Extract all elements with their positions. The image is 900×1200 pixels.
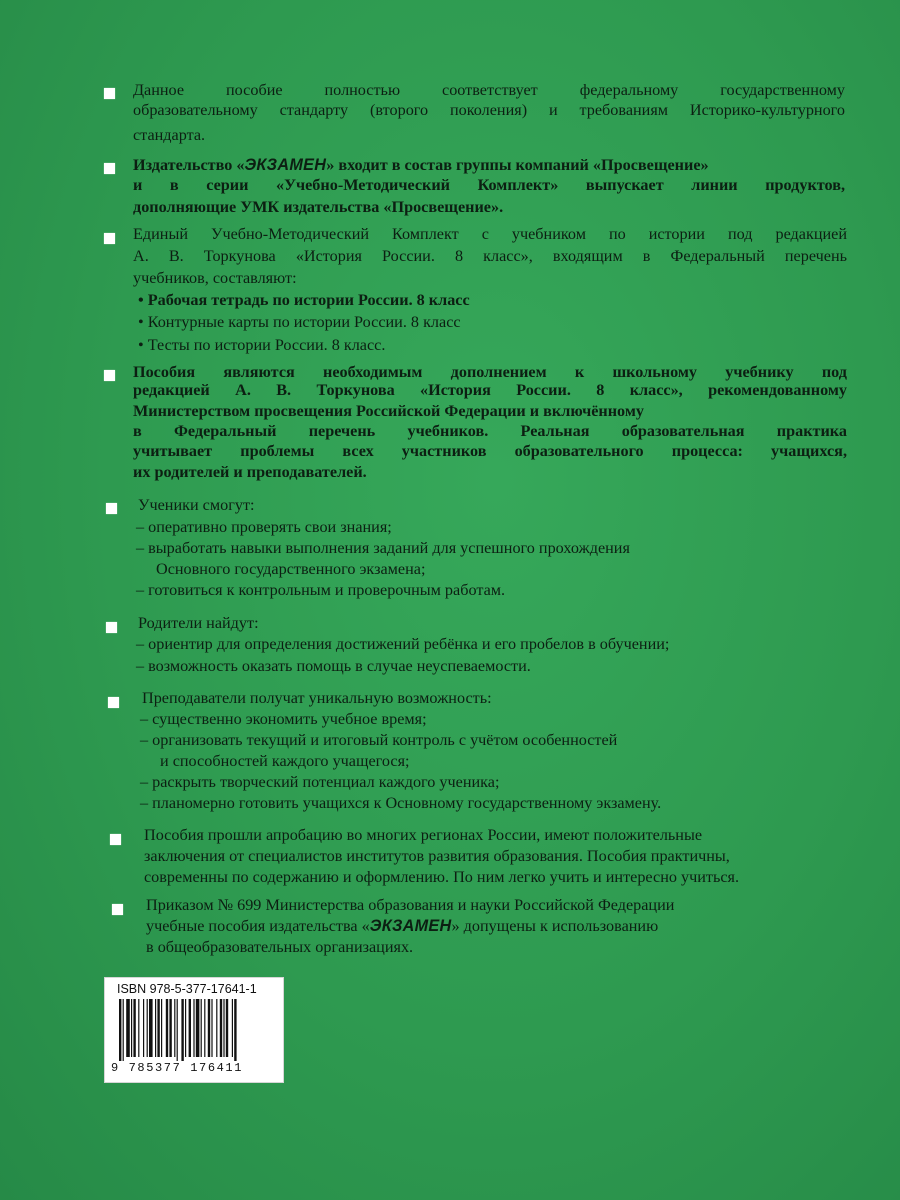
section-heading: Преподаватели получат уникальную возможность:: [142, 689, 492, 707]
text-line: редакцией А. В. Торкунова «История России. 8 класс», рекомендованному: [133, 381, 847, 399]
text-line: Пособия прошли апробацию во многих регионах России, имеют положительные: [144, 826, 703, 844]
text-part: учебные пособия издательства «: [146, 917, 370, 935]
text-line: в Федеральный перечень учебников. Реальная образовательная практика: [133, 422, 847, 440]
text-line: заключения от специалистов институтов развития образования. Пособия практичны,: [144, 847, 730, 865]
text-line: – возможность оказать помощь в случае неуспеваемости.: [136, 657, 531, 675]
text-line: их родителей и преподавателей.: [133, 463, 367, 481]
text-line: Основного государственного экзамена;: [156, 560, 426, 578]
list-item: • Тесты по истории России. 8 класс.: [138, 336, 386, 354]
barcode-bar: [166, 999, 168, 1057]
barcode-bar: [133, 999, 135, 1057]
section-heading: Родители найдут:: [138, 614, 259, 632]
barcode-bar: [123, 999, 124, 1061]
barcode-bar: [216, 999, 217, 1057]
barcode-bar: [155, 999, 156, 1057]
bullet-icon: [112, 904, 123, 915]
text-line: [146, 916, 658, 936]
text-line: – организовать текущий и итоговый контроль с учётом особенностей: [140, 731, 618, 749]
barcode-bar: [147, 999, 148, 1057]
barcode-bar: [149, 999, 153, 1057]
publisher-brand: ЭКЗАМЕН: [244, 156, 327, 174]
text-line: – выработать навыки выполнения заданий для успешного прохождения: [136, 539, 630, 557]
bullet-icon: [108, 697, 119, 708]
barcode-bar: [157, 999, 159, 1057]
text-line: стандарта.: [133, 126, 206, 144]
isbn-number: ISBN 978-5-377-17641-1: [117, 982, 257, 996]
text-line: А. В. Торкунова «История России. 8 класс», входящим в Федеральный перечень: [133, 247, 847, 265]
text-line: – существенно экономить учебное время;: [140, 710, 427, 728]
barcode-bar: [232, 999, 233, 1057]
barcode-bar: [189, 999, 191, 1057]
text-line: – готовиться к контрольным и проверочным работам.: [136, 581, 506, 599]
barcode-bar: [223, 999, 224, 1057]
section-heading: Ученики смогут:: [138, 496, 255, 514]
isbn-barcode-label: [104, 977, 284, 1083]
barcode-bar: [234, 999, 236, 1061]
text-line: Министерством просвещения Российской Федерации и включённому: [133, 402, 644, 420]
bullet-icon: [104, 370, 115, 381]
list-item: • Рабочая тетрадь по истории России. 8 класс: [138, 291, 470, 309]
barcode-bar: [177, 999, 178, 1061]
barcode-bar: [169, 999, 171, 1057]
barcode-bar: [193, 999, 194, 1057]
text-line: образовательному стандарту (второго поколения) и требованиям Историко-культурного: [133, 101, 845, 119]
text-line: – ориентир для определения достижений ребёнка и его пробелов в обучении;: [136, 635, 670, 653]
bullet-icon: [106, 622, 117, 633]
text-part: » входит в состав группы компаний «Просвещение»: [326, 156, 709, 174]
text-line: учебников, составляют:: [133, 269, 297, 287]
text-line: Пособия являются необходимым дополнением к школьному учебнику под: [133, 363, 847, 381]
barcode-icon: [119, 999, 271, 1061]
barcode-bar: [143, 999, 144, 1057]
barcode-bar: [119, 999, 121, 1061]
barcode-bar: [174, 999, 175, 1057]
barcode-bar: [131, 999, 132, 1057]
barcode-bar: [185, 999, 186, 1057]
text-line: Единый Учебно-Методический Комплект с учебником по истории под редакцией: [133, 225, 847, 243]
text-line: Приказом № 699 Министерства образования и науки Российской Федерации: [146, 896, 675, 914]
text-line: – раскрыть творческий потенциал каждого ученика;: [140, 773, 500, 791]
barcode-bar: [211, 999, 212, 1057]
text-line: дополняющие УМК издательства «Просвещение».: [133, 198, 504, 216]
text-line: учитывает проблемы всех участников образовательного процесса: учащихся,: [133, 442, 847, 460]
barcode-bar: [220, 999, 222, 1057]
text-line: в общеобразовательных организациях.: [146, 938, 414, 956]
bullet-icon: [110, 834, 121, 845]
bullet-icon: [104, 88, 115, 99]
text-line: [133, 155, 709, 175]
barcode-bar: [126, 999, 130, 1057]
list-item-text: Тесты по истории России. 8 класс.: [147, 336, 386, 354]
list-item-text: Рабочая тетрадь по истории России. 8 класс: [147, 291, 470, 309]
text-line: современны по содержанию и оформлению. По ним легко учить и интересно учиться.: [144, 868, 740, 886]
text-part: » допущены к использованию: [451, 917, 659, 935]
text-line: и способностей каждого учащегося;: [160, 752, 410, 770]
text-line: – оперативно проверять свои знания;: [136, 518, 392, 536]
barcode-bar: [226, 999, 228, 1057]
text-part: Издательство «: [133, 156, 245, 174]
list-item: • Контурные карты по истории России. 8 класс: [138, 313, 461, 331]
bullet-icon: [104, 233, 115, 244]
barcode-bar: [196, 999, 200, 1057]
text-line: – планомерно готовить учащихся к Основному государственному экзамену.: [140, 794, 662, 812]
barcode-bar: [208, 999, 210, 1057]
text-line: и в серии «Учебно-Методический Комплект» выпускает линии продуктов,: [133, 176, 845, 194]
barcode-bar: [204, 999, 205, 1057]
bullet-icon: [104, 163, 115, 174]
barcode-digits: 9 785377 176411: [111, 1061, 244, 1075]
barcode-bar: [201, 999, 202, 1057]
publisher-brand: ЭКЗАМЕН: [369, 917, 452, 935]
bullet-icon: [106, 503, 117, 514]
text-line: Данное пособие полностью соответствует федеральному государственному: [133, 81, 845, 99]
barcode-bar: [138, 999, 139, 1057]
barcode-bar: [161, 999, 162, 1057]
list-item-text: Контурные карты по истории России. 8 класс: [147, 313, 461, 331]
barcode-bar: [181, 999, 183, 1061]
